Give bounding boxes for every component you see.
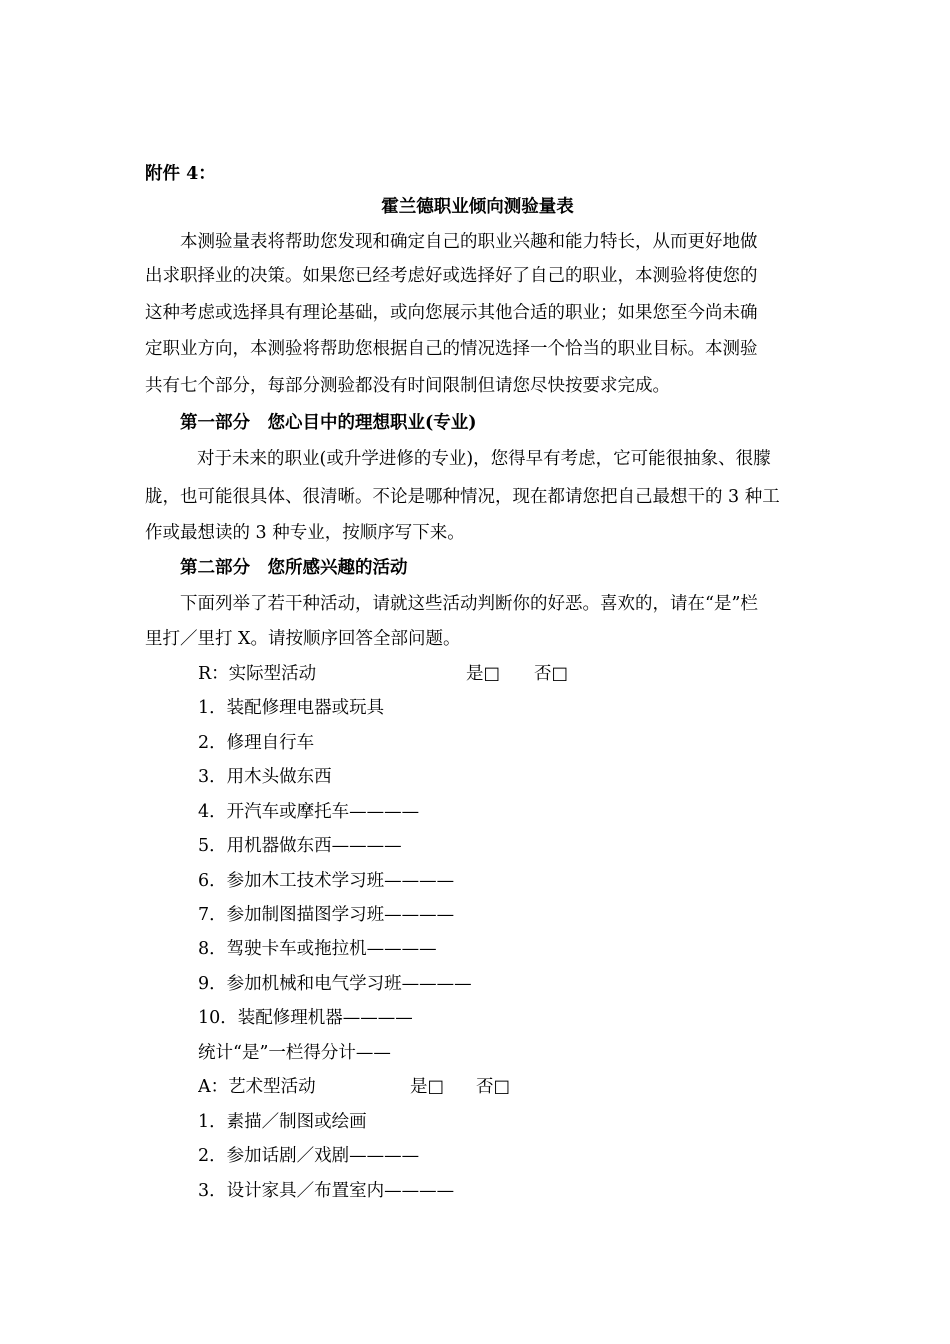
list-item: 10．装配修理机器———— (198, 1008, 413, 1028)
attachment-label: 附件 4： (145, 164, 216, 184)
list-item: 1．装配修理电器或玩具 (198, 698, 385, 718)
list-item: 6．参加木工技术学习班———— (198, 871, 455, 891)
intro-line: 出求职择业的决策。如果您已经考虑好或选择好了自己的职业，本测验将使您的 (145, 266, 758, 286)
list-item: 1．素描／制图或绘画 (198, 1112, 367, 1132)
part2-heading: 第二部分 您所感兴趣的活动 (180, 558, 408, 578)
list-item: 7．参加制图描图学习班———— (198, 905, 455, 925)
part1-line: 作或最想读的 3 种专业，按顺序写下来。 (145, 523, 465, 543)
section-r-header (198, 657, 798, 691)
yes-checkbox[interactable]: 是□ (466, 664, 501, 684)
list-item: 2．参加话剧／戏剧———— (198, 1146, 420, 1166)
no-checkbox[interactable]: 否□ (534, 664, 569, 684)
list-item: 3．用木头做东西 (198, 767, 332, 787)
part2-line: 里打／里打 X。请按顺序回答全部问题。 (145, 629, 461, 649)
list-item: 9．参加机械和电气学习班———— (198, 974, 472, 994)
part1-line: 胧，也可能很具体、很清晰。不论是哪种情况，现在都请您把自己最想干的 3 种工 (145, 487, 780, 507)
part1-line: 对于未来的职业(或升学进修的专业)，您得早有考虑，它可能很抽象、很朦 (197, 449, 771, 469)
intro-line: 这种考虑或选择具有理论基础，或向您展示其他合适的职业；如果您至今尚未确 (145, 303, 758, 323)
document-title: 霍兰德职业倾向测验量表 (381, 197, 574, 217)
intro-line: 共有七个部分，每部分测验都没有时间限制但请您尽快按要求完成。 (145, 376, 670, 396)
part2-line: 下面列举了若干种活动，请就这些活动判断你的好恶。喜欢的，请在“是”栏 (180, 594, 758, 614)
yes-checkbox[interactable]: 是□ (410, 1077, 445, 1097)
section-a-header (198, 1070, 798, 1104)
list-item: 5．用机器做东西———— (198, 836, 402, 856)
section-r-label: R：实际型活动 (198, 664, 317, 684)
list-item: 2．修理自行车 (198, 733, 315, 753)
list-item: 4．开汽车或摩托车———— (198, 802, 420, 822)
tally-line: 统计“是”一栏得分计—— (198, 1043, 391, 1063)
intro-line: 本测验量表将帮助您发现和确定自己的职业兴趣和能力特长，从而更好地做 (180, 232, 758, 252)
list-item: 8．驾驶卡车或拖拉机———— (198, 939, 437, 959)
part1-heading: 第一部分 您心目中的理想职业(专业) (180, 413, 477, 433)
section-a-label: A：艺术型活动 (198, 1077, 316, 1097)
no-checkbox[interactable]: 否□ (476, 1077, 511, 1097)
list-item: 3．设计家具／布置室内———— (198, 1181, 455, 1201)
intro-line: 定职业方向，本测验将帮助您根据自己的情况选择一个恰当的职业目标。本测验 (145, 339, 758, 359)
